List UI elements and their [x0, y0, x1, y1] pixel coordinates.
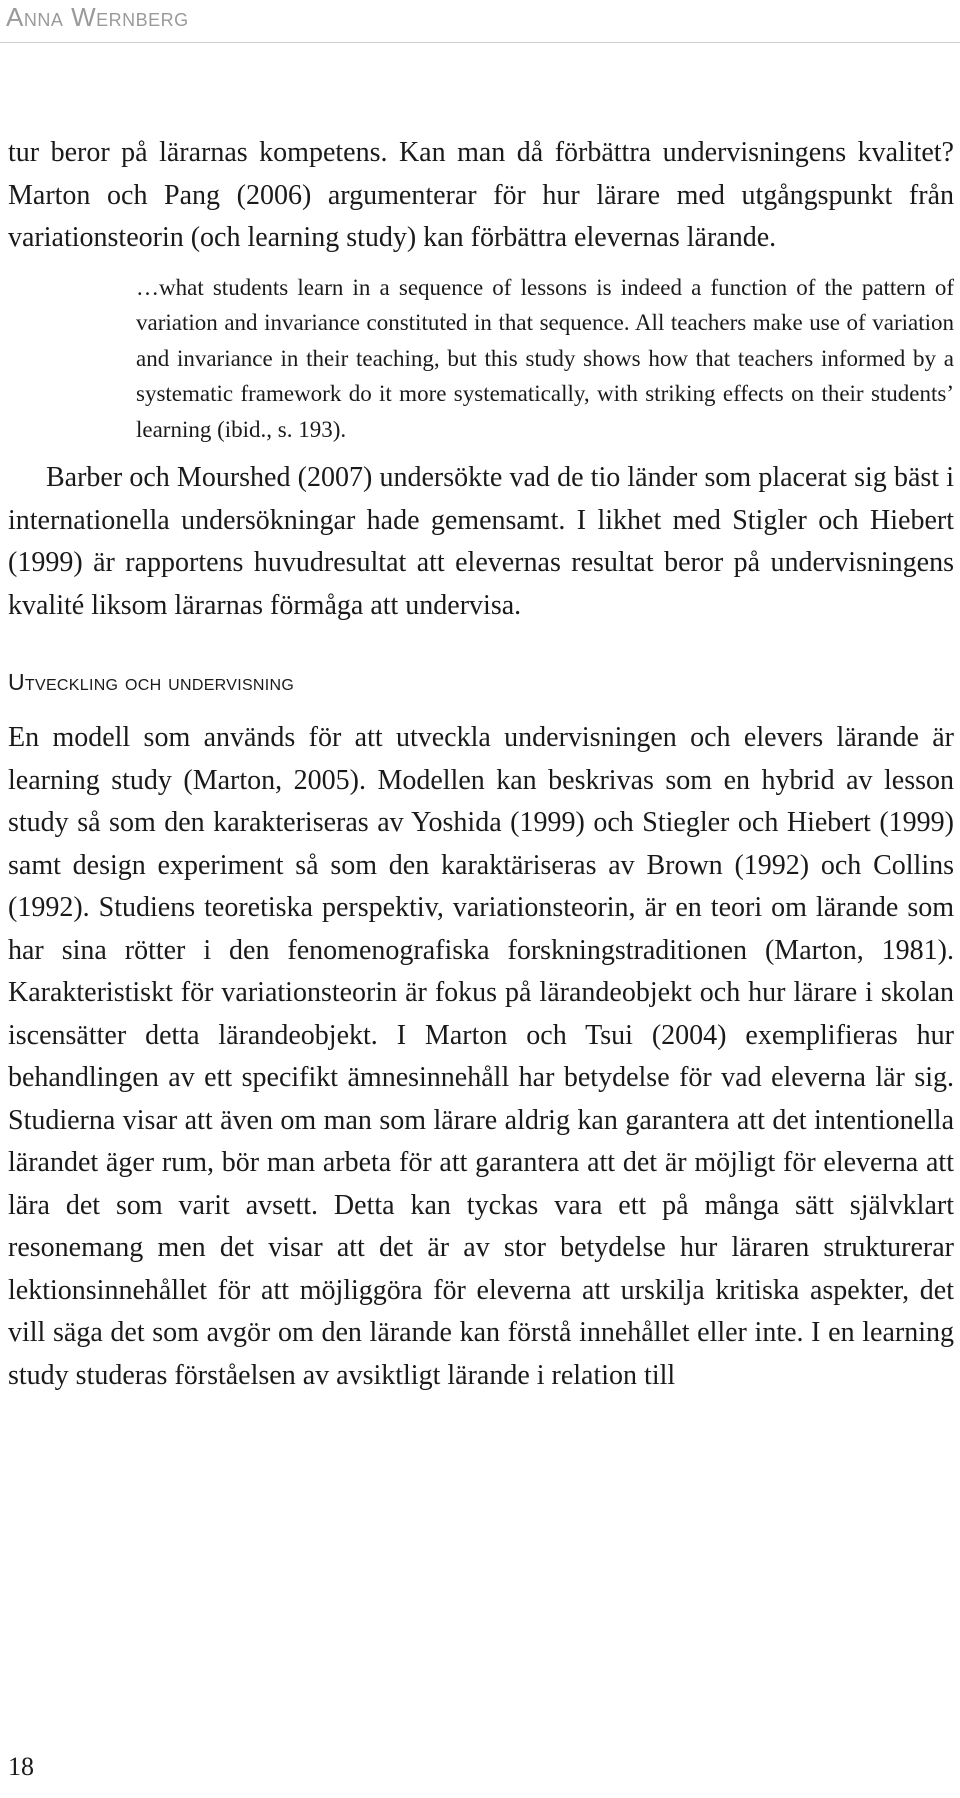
section-heading: Utveckling och undervisning [8, 669, 295, 695]
running-header: Anna Wernberg [6, 2, 189, 32]
intro-paragraph: tur beror på lärarnas kompetens. Kan man då förbättra undervisningens kvalitet? Marton och Pang (2006) argumenterar för hur lärare med utgångspunkt från variationsteorin (och learning study) kan förbättra elevernas lärande. [8, 137, 954, 253]
model-paragraph: En modell som används för att utveckla undervisningen och elevers lärande är learning study (Marton, 2005). Modellen kan beskrivas som en hybrid av lesson study så som den karakteriseras av Yoshida (1999) och Stiegler och Hiebert (1999) samt design experiment så som den karaktäriseras av Brown (1992) och Collins (1992). Studiens teoretiska perspektiv, variationsteorin, är en teori om lärande som har sina rötter i den fenomenografiska forskningstraditionen (Marton, 1981). Karakteristiskt för variationsteorin är fokus på lärandeobjekt och hur lärare i skolan iscensätter detta lärandeobjekt. I Marton och Tsui (2004) exemplifieras hur behandlingen av ett specifikt ämnesinnehåll har betydelse för vad eleverna lär sig. Studierna visar att även om man som lärare aldrig kan garantera att det intentionella lärandet äger rum, bör man arbeta för att garantera att det är möjligt för eleverna att lära det som varit avsett. Detta kan tyckas vara ett på många sätt självklart resonemang men det visar att det är av stor betydelse hur läraren strukturerar lektionsinnehållet för att möjliggöra för eleverna att urskilja kritiska aspekter, det vill säga det som avgör om den lärande kan förstå innehållet eller inte. I en learning study studeras förståelsen av avsiktligt lärande i relation till [8, 722, 954, 1391]
page-number: 18 [8, 1752, 34, 1781]
header-divider [0, 42, 960, 43]
page-body [8, 132, 954, 1397]
barber-paragraph: Barber och Mourshed (2007) undersökte vad de tio länder som placerat sig bäst i internationella undersökningar hade gemensamt. I likhet med Stigler och Hiebert (1999) är rapportens huvudresultat att elevernas resultat beror på undervisningens kvalité liksom lärarnas förmåga att undervisa. [8, 462, 954, 621]
block-quote: …what students learn in a sequence of lessons is indeed a function of the pattern of variation and invariance constituted in that sequence. All teachers make use of variation and invariance in their teaching, but this study shows how that teachers informed by a systematic framework do it more systematically, with striking effects on their students’ learning (ibid., s. 193). [136, 274, 954, 442]
